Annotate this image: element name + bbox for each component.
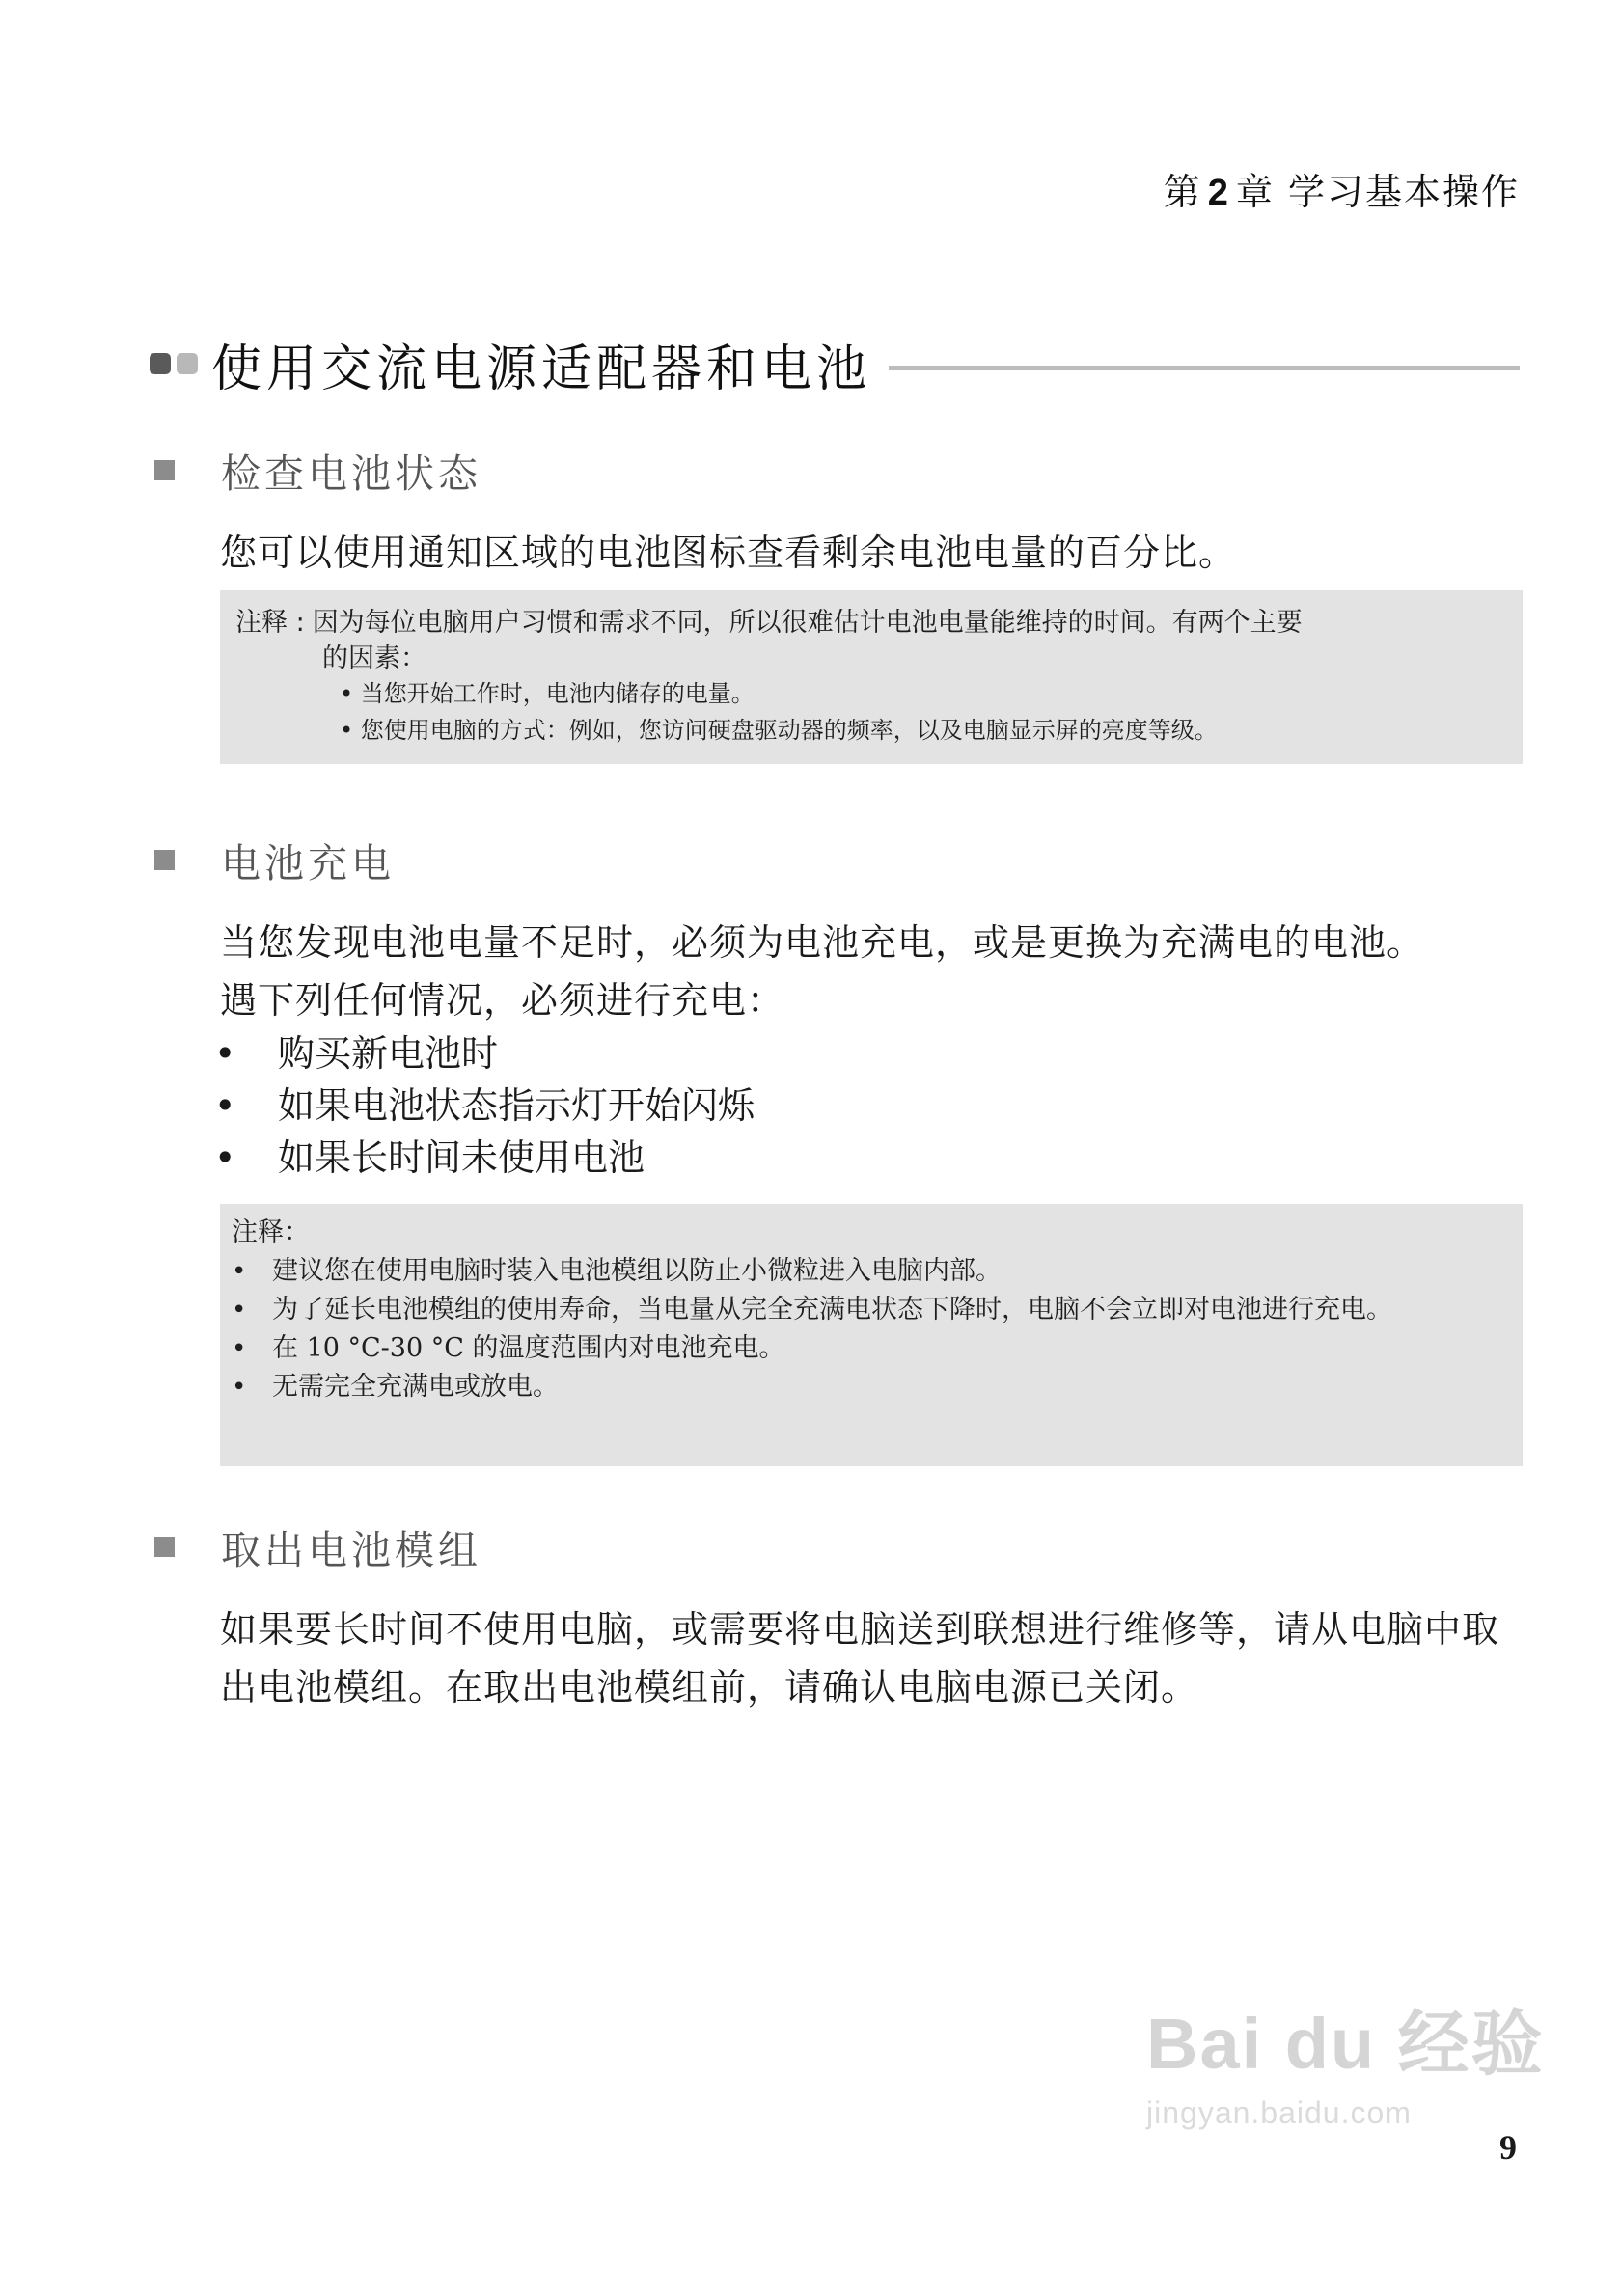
page-number: 9 xyxy=(1499,2128,1517,2167)
check-battery-body: 您可以使用通知区域的电池图标查看剩余电池电量的百分比。 xyxy=(220,532,1237,574)
note-bullets xyxy=(235,675,1503,749)
section-title xyxy=(150,330,1520,397)
square-bullet-icon xyxy=(154,1537,175,1557)
list-item: • 如果电池状态指示灯开始闪烁 xyxy=(214,1084,756,1127)
section-title-text: 使用交流电源适配器和电池 xyxy=(211,340,872,398)
running-header xyxy=(1164,162,1520,215)
watermark-brand: Bai du 经验 xyxy=(1146,2004,1545,2084)
square-bullet-icon xyxy=(154,460,175,480)
chapter-number: 2 xyxy=(1207,173,1230,213)
subhead-label: 取出电池模组 xyxy=(221,1527,481,1573)
list-item: • 如果长时间未使用电池 xyxy=(214,1136,646,1179)
note-box-1 xyxy=(220,590,1523,764)
subhead-label: 电池充电 xyxy=(221,840,395,887)
note-bullet: • 您使用电脑的方式：例如，您访问硬盘驱动器的频率，以及电脑显示屏的亮度等级。 xyxy=(340,712,1503,749)
remove-body-line1: 如果要长时间不使用电脑，或需要将电脑送到联想进行维修等，请从电脑中取 xyxy=(220,1608,1500,1651)
note-text-line1: 因为每位电脑用户习惯和需求不同，所以很难估计电池电量能维持的时间。有两个主要 xyxy=(312,608,1303,638)
note-text-line2: 的因素： xyxy=(322,643,426,673)
note-box-2 xyxy=(220,1204,1523,1466)
note-item: • 为了延长电池模组的使用寿命，当电量从完全充满电状态下降时，电脑不会立即对电池进行充电。 xyxy=(232,1295,1392,1325)
note-label: 注释 : xyxy=(235,608,305,638)
subhead-remove-battery xyxy=(154,1518,481,1575)
subhead-label: 检查电池状态 xyxy=(221,451,481,497)
square-bullet-icon xyxy=(154,850,175,870)
remove-body-line2: 出电池模组。在取出电池模组前，请确认电脑电源已关闭。 xyxy=(220,1666,1199,1708)
charging-body-1: 当您发现电池电量不足时，必须为电池充电，或是更换为充满电的电池。 xyxy=(220,921,1425,964)
baidu-watermark xyxy=(1146,1987,1545,2131)
note-item: • 建议您在使用电脑时装入电池模组以防止小微粒进入电脑内部。 xyxy=(232,1256,1002,1286)
watermark-url: jingyan.baidu.com xyxy=(1146,2095,1412,2130)
section-marker-icon xyxy=(150,353,198,374)
chapter-title: 章 学习基本操作 xyxy=(1235,171,1520,213)
list-item: • 购买新电池时 xyxy=(214,1032,499,1075)
subhead-charging xyxy=(154,832,395,888)
note-label: 注释： xyxy=(232,1217,310,1247)
note-item: • 无需完全充满电或放电。 xyxy=(232,1372,559,1402)
section-rule xyxy=(889,366,1520,370)
charging-body-2: 遇下列任何情况，必须进行充电： xyxy=(220,979,785,1022)
chapter-prefix: 第 xyxy=(1163,171,1202,213)
note-bullet: • 当您开始工作时，电池内储存的电量。 xyxy=(340,675,1503,712)
charging-list xyxy=(214,1027,755,1184)
note-item: • 在 10 °C-30 °C 的温度范围内对电池充电。 xyxy=(232,1333,785,1363)
subhead-check-battery xyxy=(154,442,481,499)
